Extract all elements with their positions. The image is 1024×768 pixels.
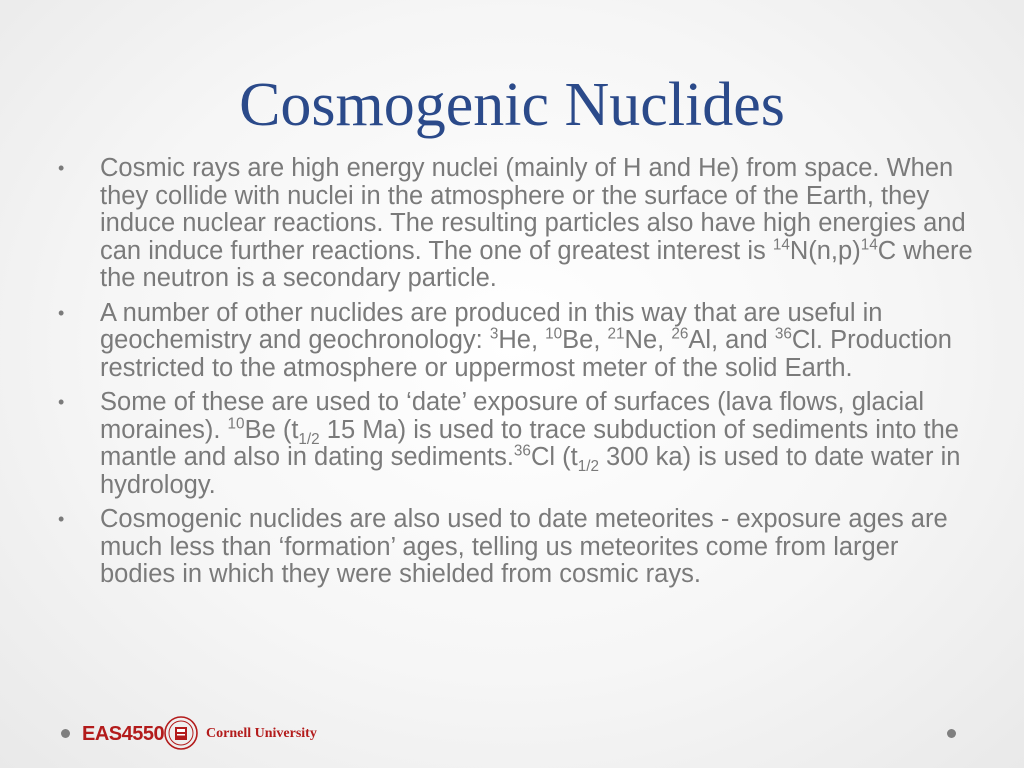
bullet-text-segment: 26 bbox=[671, 325, 689, 343]
bullet-text-segment: Be, bbox=[562, 326, 608, 354]
bullet-text-segment: Cosmic rays are high energy nuclei (mainly of H and He) from space. When they collide with nuclei in the atmosphere or the surface of the Earth, they induce nuclear reactions. The resulting particles also have high energies and can induce further reactions. The one of greatest interest is bbox=[100, 154, 966, 265]
bullet-text-segment: 14 bbox=[772, 236, 790, 253]
bullet-text-segment: Ne, bbox=[624, 326, 672, 354]
slide-title: Cosmogenic Nuclides bbox=[239, 71, 785, 139]
bullet-dot-icon: • bbox=[58, 302, 65, 323]
bullet-text-segment: 36 bbox=[774, 325, 792, 343]
bullet-text-segment: 3 bbox=[489, 325, 499, 343]
bullet-text-segment: 300 ka) is used to date water in hydrology. bbox=[100, 443, 961, 499]
bullet-list bbox=[58, 155, 978, 596]
bullet-text-segment: N(n,p) bbox=[789, 236, 861, 265]
bullet-dot-icon: • bbox=[58, 392, 65, 412]
bullet-text-segment: 10 bbox=[545, 325, 563, 343]
bullet-dot-icon: • bbox=[58, 158, 65, 178]
bullet-dot-icon: • bbox=[58, 509, 65, 529]
university-name: Cornell University bbox=[206, 726, 317, 741]
bullet-text-segment: C where the neutron is a secondary particle. bbox=[100, 236, 973, 292]
bullet-text-segment: A number of other nuclides are produced in this way that are useful in geochemistry and geochronology: bbox=[100, 298, 883, 354]
bullet-text-segment: He, bbox=[498, 326, 546, 354]
bullet-text-segment: Cl (t bbox=[530, 443, 578, 471]
bullet-text-segment: Al, and bbox=[688, 326, 775, 354]
footer-left-dot bbox=[61, 729, 70, 738]
bullet-text-segment: 1/2 bbox=[577, 458, 599, 476]
bullet-text-segment: Cl. Production restricted to the atmosphere or uppermost meter of the solid Earth. bbox=[100, 326, 952, 382]
bullet-text-segment: 36 bbox=[513, 442, 531, 460]
footer-right-dot bbox=[947, 729, 956, 738]
bullet-item bbox=[58, 155, 978, 293]
bullet-text-segment: 10 bbox=[227, 415, 245, 432]
bullet-item bbox=[58, 506, 978, 589]
bullet-text-segment: 1/2 bbox=[298, 430, 320, 448]
course-code: EAS4550 bbox=[82, 723, 165, 745]
bullet-text-segment: Some of these are used to ‘date’ exposure of surfaces (lava flows, glacial moraines). bbox=[100, 388, 924, 444]
bullet-text-segment: Be (t bbox=[244, 415, 299, 444]
bullet-text-segment: 15 Ma) is used to trace subduction of sediments into the mantle and also in dating sediments. bbox=[100, 415, 959, 471]
bullet-text-segment: Cosmogenic nuclides are also used to date meteorites - exposure ages are much less than ‘formation’ ages, telling us meteorites come from larger bodies in which they were shielded from cosmic rays. bbox=[100, 505, 948, 588]
bullet-text-segment: 14 bbox=[860, 236, 878, 253]
cornell-seal-icon bbox=[164, 716, 198, 750]
bullet-item bbox=[58, 389, 978, 499]
bullet-text-segment: 21 bbox=[607, 325, 625, 343]
bullet-item bbox=[58, 300, 978, 383]
